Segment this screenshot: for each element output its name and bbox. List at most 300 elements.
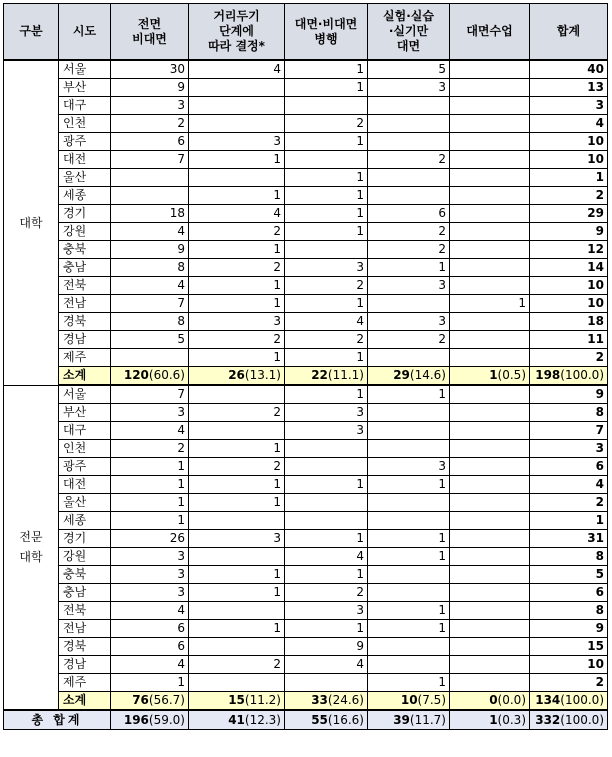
region-cell: 인천 <box>59 115 111 133</box>
value-cell: 4 <box>285 313 368 331</box>
table-row <box>4 79 608 97</box>
value-cell <box>450 187 530 205</box>
value-cell: 9 <box>111 241 189 259</box>
value-cell: 9 <box>285 638 368 656</box>
table-row <box>4 241 608 259</box>
grand-total-count: 39 <box>393 713 410 727</box>
table-row <box>4 151 608 169</box>
value-cell: 1 <box>111 512 189 530</box>
row-total-cell: 10 <box>530 133 608 151</box>
subtotal-percent: (13.1) <box>244 368 281 382</box>
table-row <box>4 566 608 584</box>
region-cell: 대전 <box>59 476 111 494</box>
subtotal-percent: (100.0) <box>560 693 604 707</box>
header-region: 시도 <box>59 4 111 61</box>
grand-total-percent: (100.0) <box>560 713 604 727</box>
value-cell: 1 <box>368 620 450 638</box>
value-cell <box>189 79 285 97</box>
value-cell: 1 <box>189 151 285 169</box>
value-cell: 4 <box>111 277 189 295</box>
value-cell: 3 <box>111 97 189 115</box>
region-cell: 전북 <box>59 277 111 295</box>
value-cell: 2 <box>189 331 285 349</box>
region-cell: 세종 <box>59 512 111 530</box>
subtotal-percent: (11.1) <box>327 368 364 382</box>
value-cell <box>450 440 530 458</box>
value-cell: 1 <box>189 584 285 602</box>
table-row <box>4 674 608 692</box>
value-cell: 30 <box>111 60 189 79</box>
value-cell: 2 <box>368 151 450 169</box>
row-total-cell: 40 <box>530 60 608 79</box>
table-row <box>4 530 608 548</box>
subtotal-percent: (56.7) <box>148 693 185 707</box>
value-cell <box>450 133 530 151</box>
value-cell: 2 <box>285 331 368 349</box>
value-cell <box>285 458 368 476</box>
value-cell <box>450 458 530 476</box>
table-row <box>4 422 608 440</box>
value-cell: 2 <box>285 277 368 295</box>
value-cell: 1 <box>111 494 189 512</box>
value-cell: 26 <box>111 530 189 548</box>
value-cell: 3 <box>285 422 368 440</box>
table-row <box>4 223 608 241</box>
row-total-cell: 6 <box>530 458 608 476</box>
value-cell <box>450 169 530 187</box>
value-cell <box>450 313 530 331</box>
subtotal-cell <box>111 367 189 386</box>
subtotal-percent: (14.6) <box>409 368 446 382</box>
region-cell: 전북 <box>59 602 111 620</box>
table-row <box>4 440 608 458</box>
table-row <box>4 385 608 404</box>
grand-total-cell <box>189 710 285 730</box>
value-cell: 5 <box>368 60 450 79</box>
region-cell: 울산 <box>59 494 111 512</box>
value-cell <box>450 151 530 169</box>
subtotal-count: 76 <box>132 693 149 707</box>
table-row <box>4 259 608 277</box>
row-total-cell: 4 <box>530 115 608 133</box>
region-cell: 강원 <box>59 548 111 566</box>
subtotal-cell <box>285 367 368 386</box>
value-cell <box>189 385 285 404</box>
value-cell: 3 <box>368 277 450 295</box>
region-cell: 제주 <box>59 349 111 367</box>
value-cell: 1 <box>285 385 368 404</box>
value-cell: 3 <box>111 584 189 602</box>
value-cell <box>189 512 285 530</box>
value-cell: 3 <box>368 458 450 476</box>
value-cell: 1 <box>368 674 450 692</box>
value-cell <box>450 404 530 422</box>
value-cell <box>285 97 368 115</box>
grand-total-percent: (12.3) <box>244 713 281 727</box>
value-cell: 1 <box>189 476 285 494</box>
value-cell <box>450 494 530 512</box>
value-cell <box>450 656 530 674</box>
value-cell <box>368 187 450 205</box>
value-cell: 4 <box>285 656 368 674</box>
value-cell: 3 <box>189 530 285 548</box>
table-row <box>4 656 608 674</box>
region-cell: 대전 <box>59 151 111 169</box>
row-total-cell: 3 <box>530 440 608 458</box>
table-row <box>4 638 608 656</box>
region-cell: 부산 <box>59 404 111 422</box>
region-cell: 경북 <box>59 313 111 331</box>
subtotal-row <box>4 367 608 386</box>
subtotal-label: 소계 <box>59 367 111 386</box>
table-row <box>4 187 608 205</box>
value-cell: 1 <box>285 566 368 584</box>
subtotal-cell <box>450 367 530 386</box>
row-total-cell: 31 <box>530 530 608 548</box>
value-cell: 6 <box>368 205 450 223</box>
grand-total-percent: (59.0) <box>148 713 185 727</box>
value-cell <box>368 494 450 512</box>
value-cell: 1 <box>189 620 285 638</box>
value-cell: 3 <box>189 133 285 151</box>
table-container <box>3 3 608 730</box>
subtotal-cell <box>368 692 450 711</box>
grand-total-count: 332 <box>535 713 561 727</box>
subtotal-count: 15 <box>228 693 245 707</box>
value-cell <box>368 422 450 440</box>
grand-total-count: 41 <box>228 713 245 727</box>
row-total-cell: 2 <box>530 674 608 692</box>
subtotal-percent: (100.0) <box>560 368 604 382</box>
row-total-cell: 9 <box>530 620 608 638</box>
value-cell <box>189 638 285 656</box>
value-cell: 1 <box>189 349 285 367</box>
value-cell: 2 <box>111 440 189 458</box>
value-cell: 1 <box>189 187 285 205</box>
value-cell <box>285 440 368 458</box>
value-cell: 2 <box>189 259 285 277</box>
region-cell: 경남 <box>59 331 111 349</box>
region-cell: 인천 <box>59 440 111 458</box>
value-cell <box>450 349 530 367</box>
value-cell: 1 <box>368 385 450 404</box>
value-cell: 1 <box>111 476 189 494</box>
row-total-cell: 1 <box>530 169 608 187</box>
value-cell <box>368 295 450 313</box>
value-cell <box>368 115 450 133</box>
value-cell: 1 <box>189 440 285 458</box>
region-cell: 경남 <box>59 656 111 674</box>
value-cell: 1 <box>189 277 285 295</box>
value-cell <box>368 512 450 530</box>
row-total-cell: 8 <box>530 548 608 566</box>
value-cell <box>450 277 530 295</box>
value-cell <box>450 602 530 620</box>
region-cell: 경북 <box>59 638 111 656</box>
table-row <box>4 331 608 349</box>
value-cell <box>450 512 530 530</box>
value-cell <box>111 169 189 187</box>
value-cell: 1 <box>368 259 450 277</box>
grand-total-percent: (0.3) <box>497 713 526 727</box>
row-total-cell: 8 <box>530 602 608 620</box>
value-cell: 1 <box>450 295 530 313</box>
value-cell: 4 <box>189 205 285 223</box>
value-cell <box>450 584 530 602</box>
grand-total-label: 총 합계 <box>4 710 111 730</box>
value-cell <box>189 115 285 133</box>
value-cell: 2 <box>285 584 368 602</box>
value-cell: 1 <box>368 530 450 548</box>
table-row <box>4 277 608 295</box>
table-row <box>4 620 608 638</box>
value-cell: 7 <box>111 151 189 169</box>
header-lab-only-in-person: 실험·실습 ·실기만 대면 <box>368 4 450 61</box>
value-cell <box>368 169 450 187</box>
value-cell: 1 <box>189 494 285 512</box>
value-cell <box>189 674 285 692</box>
value-cell <box>450 385 530 404</box>
table-body <box>4 60 608 730</box>
grand-total-cell <box>450 710 530 730</box>
value-cell <box>368 97 450 115</box>
subtotal-cell <box>530 692 608 711</box>
value-cell: 6 <box>111 620 189 638</box>
value-cell <box>450 674 530 692</box>
subtotal-cell <box>285 692 368 711</box>
value-cell: 2 <box>368 223 450 241</box>
row-total-cell: 18 <box>530 313 608 331</box>
region-cell: 제주 <box>59 674 111 692</box>
value-cell: 1 <box>368 602 450 620</box>
table-row <box>4 476 608 494</box>
subtotal-cell <box>189 692 285 711</box>
value-cell: 9 <box>111 79 189 97</box>
region-cell: 부산 <box>59 79 111 97</box>
subtotal-cell <box>189 367 285 386</box>
value-cell: 2 <box>368 241 450 259</box>
value-cell: 3 <box>285 602 368 620</box>
value-cell: 1 <box>285 60 368 79</box>
header-full-remote: 전면 비대면 <box>111 4 189 61</box>
grand-total-count: 196 <box>123 713 149 727</box>
row-total-cell: 2 <box>530 494 608 512</box>
row-total-cell: 10 <box>530 295 608 313</box>
region-cell: 대구 <box>59 422 111 440</box>
value-cell: 6 <box>111 638 189 656</box>
value-cell: 1 <box>285 187 368 205</box>
value-cell <box>450 241 530 259</box>
header-in-person: 대면수업 <box>450 4 530 61</box>
value-cell <box>111 349 189 367</box>
table-row <box>4 313 608 331</box>
value-cell: 1 <box>368 548 450 566</box>
value-cell: 4 <box>111 656 189 674</box>
table-row <box>4 494 608 512</box>
value-cell: 3 <box>111 404 189 422</box>
value-cell <box>189 169 285 187</box>
region-cell: 충남 <box>59 584 111 602</box>
value-cell: 3 <box>368 79 450 97</box>
region-cell: 서울 <box>59 385 111 404</box>
grand-total-cell <box>111 710 189 730</box>
value-cell: 4 <box>111 602 189 620</box>
value-cell: 1 <box>111 674 189 692</box>
value-cell <box>189 97 285 115</box>
value-cell <box>189 602 285 620</box>
grand-total-cell <box>530 710 608 730</box>
value-cell <box>285 494 368 512</box>
value-cell <box>285 512 368 530</box>
value-cell <box>450 566 530 584</box>
value-cell <box>111 187 189 205</box>
value-cell <box>450 620 530 638</box>
value-cell <box>450 115 530 133</box>
header-row <box>4 4 608 61</box>
value-cell: 8 <box>111 313 189 331</box>
value-cell: 2 <box>189 458 285 476</box>
grand-total-row <box>4 710 608 730</box>
row-total-cell: 5 <box>530 566 608 584</box>
row-total-cell: 12 <box>530 241 608 259</box>
row-total-cell: 29 <box>530 205 608 223</box>
value-cell: 3 <box>285 404 368 422</box>
value-cell: 1 <box>285 349 368 367</box>
value-cell <box>368 566 450 584</box>
subtotal-count: 29 <box>393 368 410 382</box>
value-cell: 1 <box>368 476 450 494</box>
value-cell: 18 <box>111 205 189 223</box>
value-cell <box>285 151 368 169</box>
value-cell <box>450 331 530 349</box>
region-cell: 대구 <box>59 97 111 115</box>
row-total-cell: 9 <box>530 223 608 241</box>
table-row <box>4 60 608 79</box>
grand-total-percent: (16.6) <box>327 713 364 727</box>
value-cell: 4 <box>111 422 189 440</box>
row-total-cell: 9 <box>530 385 608 404</box>
value-cell <box>189 422 285 440</box>
region-cell: 광주 <box>59 133 111 151</box>
value-cell: 2 <box>285 115 368 133</box>
value-cell: 7 <box>111 385 189 404</box>
value-cell <box>450 259 530 277</box>
table-row <box>4 97 608 115</box>
value-cell <box>450 79 530 97</box>
subtotal-count: 120 <box>123 368 149 382</box>
subtotal-count: 134 <box>535 693 561 707</box>
table-row <box>4 133 608 151</box>
table-row <box>4 602 608 620</box>
subtotal-row <box>4 692 608 711</box>
value-cell: 2 <box>189 656 285 674</box>
value-cell <box>450 530 530 548</box>
subtotal-cell <box>530 367 608 386</box>
row-total-cell: 10 <box>530 656 608 674</box>
grand-total-count: 1 <box>489 713 498 727</box>
table-row <box>4 584 608 602</box>
value-cell <box>368 440 450 458</box>
value-cell: 2 <box>368 331 450 349</box>
value-cell: 1 <box>285 620 368 638</box>
row-total-cell: 6 <box>530 584 608 602</box>
header-category: 구분 <box>4 4 59 61</box>
value-cell <box>450 97 530 115</box>
region-cell: 전남 <box>59 295 111 313</box>
region-cell: 강원 <box>59 223 111 241</box>
value-cell: 1 <box>285 169 368 187</box>
subtotal-count: 33 <box>311 693 328 707</box>
subtotal-cell <box>111 692 189 711</box>
grand-total-cell <box>285 710 368 730</box>
value-cell: 6 <box>111 133 189 151</box>
row-total-cell: 7 <box>530 422 608 440</box>
value-cell: 5 <box>111 331 189 349</box>
row-total-cell: 10 <box>530 277 608 295</box>
value-cell: 8 <box>111 259 189 277</box>
table-row <box>4 548 608 566</box>
value-cell: 3 <box>189 313 285 331</box>
row-total-cell: 4 <box>530 476 608 494</box>
region-cell: 경기 <box>59 530 111 548</box>
header-hybrid: 대면·비대면 병행 <box>285 4 368 61</box>
value-cell: 3 <box>111 566 189 584</box>
subtotal-label: 소계 <box>59 692 111 711</box>
region-cell: 세종 <box>59 187 111 205</box>
table-row <box>4 458 608 476</box>
subtotal-percent: (11.2) <box>244 693 281 707</box>
value-cell: 2 <box>189 223 285 241</box>
row-total-cell: 2 <box>530 187 608 205</box>
table-row <box>4 295 608 313</box>
value-cell <box>450 476 530 494</box>
subtotal-cell <box>368 367 450 386</box>
value-cell <box>368 404 450 422</box>
row-total-cell: 11 <box>530 331 608 349</box>
subtotal-percent: (60.6) <box>148 368 185 382</box>
table-row <box>4 115 608 133</box>
value-cell <box>450 638 530 656</box>
value-cell <box>450 223 530 241</box>
value-cell <box>450 548 530 566</box>
region-cell: 충북 <box>59 566 111 584</box>
grand-total-cell <box>368 710 450 730</box>
value-cell <box>450 60 530 79</box>
value-cell: 4 <box>189 60 285 79</box>
row-total-cell: 1 <box>530 512 608 530</box>
header-total: 합계 <box>530 4 608 61</box>
value-cell: 1 <box>285 133 368 151</box>
table-row <box>4 404 608 422</box>
grand-total-percent: (11.7) <box>409 713 446 727</box>
value-cell: 4 <box>111 223 189 241</box>
region-cell: 충남 <box>59 259 111 277</box>
value-cell: 1 <box>285 295 368 313</box>
value-cell <box>450 205 530 223</box>
region-cell: 전남 <box>59 620 111 638</box>
value-cell: 1 <box>285 205 368 223</box>
row-total-cell: 2 <box>530 349 608 367</box>
value-cell <box>189 548 285 566</box>
value-cell: 3 <box>368 313 450 331</box>
value-cell: 1 <box>189 295 285 313</box>
region-cell: 서울 <box>59 60 111 79</box>
value-cell: 2 <box>111 115 189 133</box>
class-format-table <box>3 3 608 730</box>
subtotal-count: 1 <box>489 368 498 382</box>
value-cell <box>368 584 450 602</box>
value-cell <box>285 674 368 692</box>
